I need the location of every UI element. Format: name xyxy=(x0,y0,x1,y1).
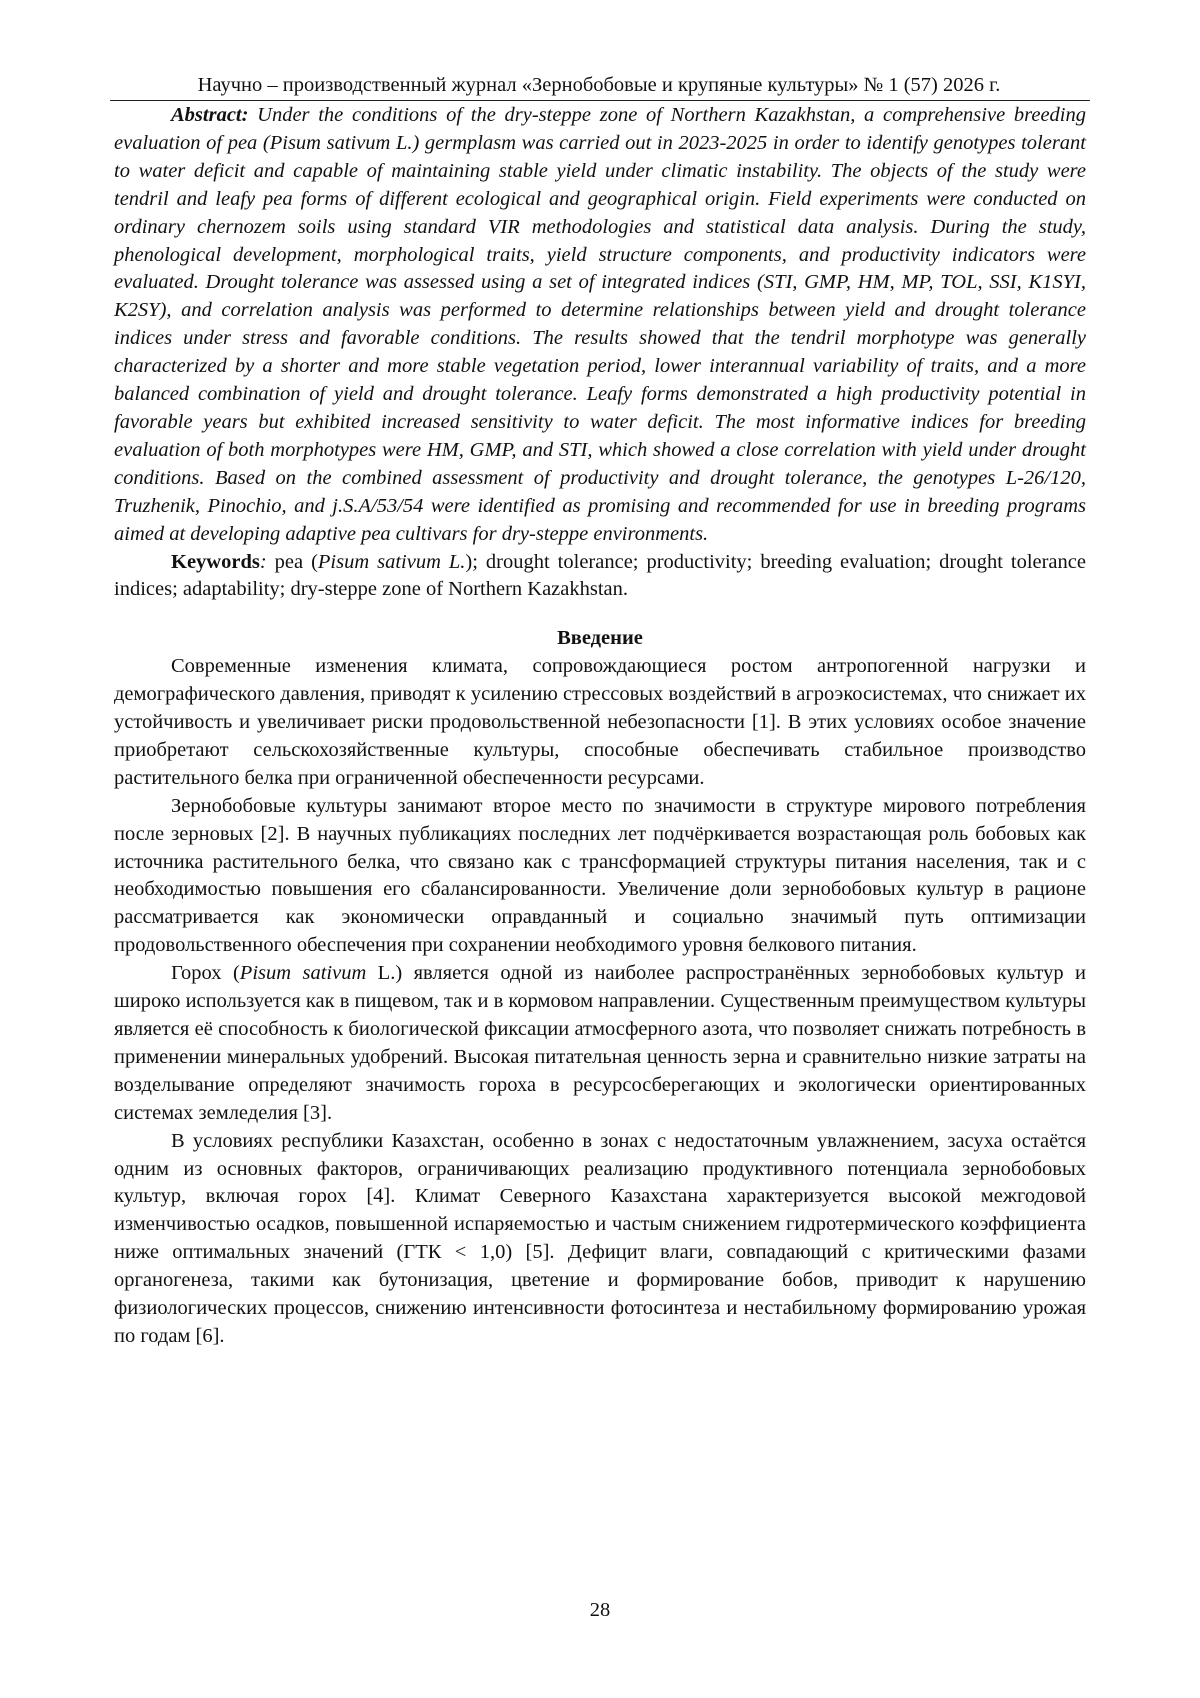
keywords-post: ); drought tolerance; productivity; breeding evaluation; drought tolerance indices; adaptability; dry-steppe zone of Northern Kazakhstan. xyxy=(114,550,1086,601)
intro-p3-pre: Горох ( xyxy=(171,962,240,985)
intro-p3-post: L.) является одной из наиболее распространённых зернобобовых культур и широко используется как в пищевом, так и в кормовом направлении. Существенным преимуществом культуры является её способность к биологической фиксации атмосферного азота, что позволяет снижать потребность в применении минеральных удобрений. Высокая питательная ценность зерна и сравнительно низкие затраты на возделывание определяют значимость гороха в ресурсосберегающих и экологически ориентированных системах земледелия [3]. xyxy=(114,962,1086,1124)
intro-paragraph-2: Зернобобовые культуры занимают второе место по значимости в структуре мирового потребления после зерновых [2]. В научных публикациях последних лет подчёркивается возрастающая роль бобовых как источника растительного белка, что связано как с трансформацией структуры питания населения, так и с необходимостью повышения его сбалансированности. Увеличение доли зернобобовых культур в рационе рассматривается как экономически оправданный и социально значимый путь оптимизации продовольственного обеспечения при сохранении необходимого уровня белкового питания. xyxy=(114,794,1086,957)
keywords-species: Pisum sativum L. xyxy=(317,550,466,573)
keywords-paragraph xyxy=(114,549,1086,605)
article-body xyxy=(114,102,1086,1351)
keywords-label: Keywords xyxy=(171,550,260,573)
running-head: Научно – производственный журнал «Зернобобовые и крупяные культуры» № 1 (57) 2026 г. xyxy=(197,74,1001,96)
section-heading-introduction: Введение xyxy=(557,627,643,650)
header-rule xyxy=(110,100,1090,101)
page-number: 28 xyxy=(589,1599,611,1621)
abstract-paragraph xyxy=(114,102,1086,549)
abstract-text: Under the conditions of the dry-steppe zone of Northern Kazakhstan, a comprehensive breeding evaluation of pea (Pisum sativum L.) germplasm was carried out in 2023-2025 in order to identify genotypes tolerant to water deficit and capable of maintaining stable yield under climatic instability. The objects of the study were tendril and leafy pea forms of different ecological and geographical origin. Field experiments were conducted on ordinary chernozem soils using standard VIR methodologies and statistical data analysis. During the study, phenological development, morphological traits, yield structure components, and productivity indicators were evaluated. Drought tolerance was assessed using a set of integrated indices (STI, GMP, HM, MP, TOL, SSI, K1SYI, K2SY), and correlation analysis was performed to determine relationships between yield and drought tolerance indices under stress and favorable conditions. The results showed that the tendril morphotype was generally characterized by a shorter and more stable vegetation period, lower interannual variability of traits, and a more balanced combination of yield and drought tolerance. Leafy forms demonstrated a high productivity potential in favorable years but exhibited increased sensitivity to water deficit. The most informative indices for breeding evaluation of both morphotypes were HM, GMP, and STI, which showed a close correlation with yield under drought conditions. Based on the combined assessment of productivity and drought tolerance, the genotypes L-26/120, Truzhenik, Pinochio, and j.S.A/53/54 were identified as promising and recommended for use in breeding programs aimed at developing adaptive pea cultivars for dry-steppe environments. xyxy=(114,104,1086,545)
intro-paragraph-1: Современные изменения климата, сопровождающиеся ростом антропогенной нагрузки и демографического давления, приводят к усилению стрессовых воздействий в агроэкосистемах, что снижает их устойчивость и увеличивает риски продовольственной небезопасности [1]. В этих условиях особое значение приобретают сельскохозяйственные культуры, способные обеспечивать стабильное производство растительного белка при ограниченной обеспеченности ресурсами. xyxy=(114,655,1086,789)
keywords-pre: pea ( xyxy=(266,550,318,573)
intro-paragraph-3 xyxy=(114,960,1086,1127)
keywords-colon: : xyxy=(259,550,267,573)
intro-paragraph-4: В условиях республики Казахстан, особенно в зонах с недостаточным увлажнением, засуха остаётся одним из основных факторов, ограничивающих реализацию продуктивного потенциала зернобобовых культур, включая горох [4]. Климат Северного Казахстана характеризуется высокой межгодовой изменчивостью осадков, повышенной испаряемостью и частым снижением гидротермического коэффициента ниже оптимальных значений (ГТК < 1,0) [5]. Дефицит влаги, совпадающий с критическими фазами органогенеза, такими как бутонизация, цветение и формирование бобов, приводит к нарушению физиологических процессов, снижению интенсивности фотосинтеза и нестабильному формированию урожая по годам [6]. xyxy=(114,1129,1086,1347)
intro-p3-species: Pisum sativum xyxy=(239,962,367,985)
abstract-label: Abstract: xyxy=(171,104,249,126)
